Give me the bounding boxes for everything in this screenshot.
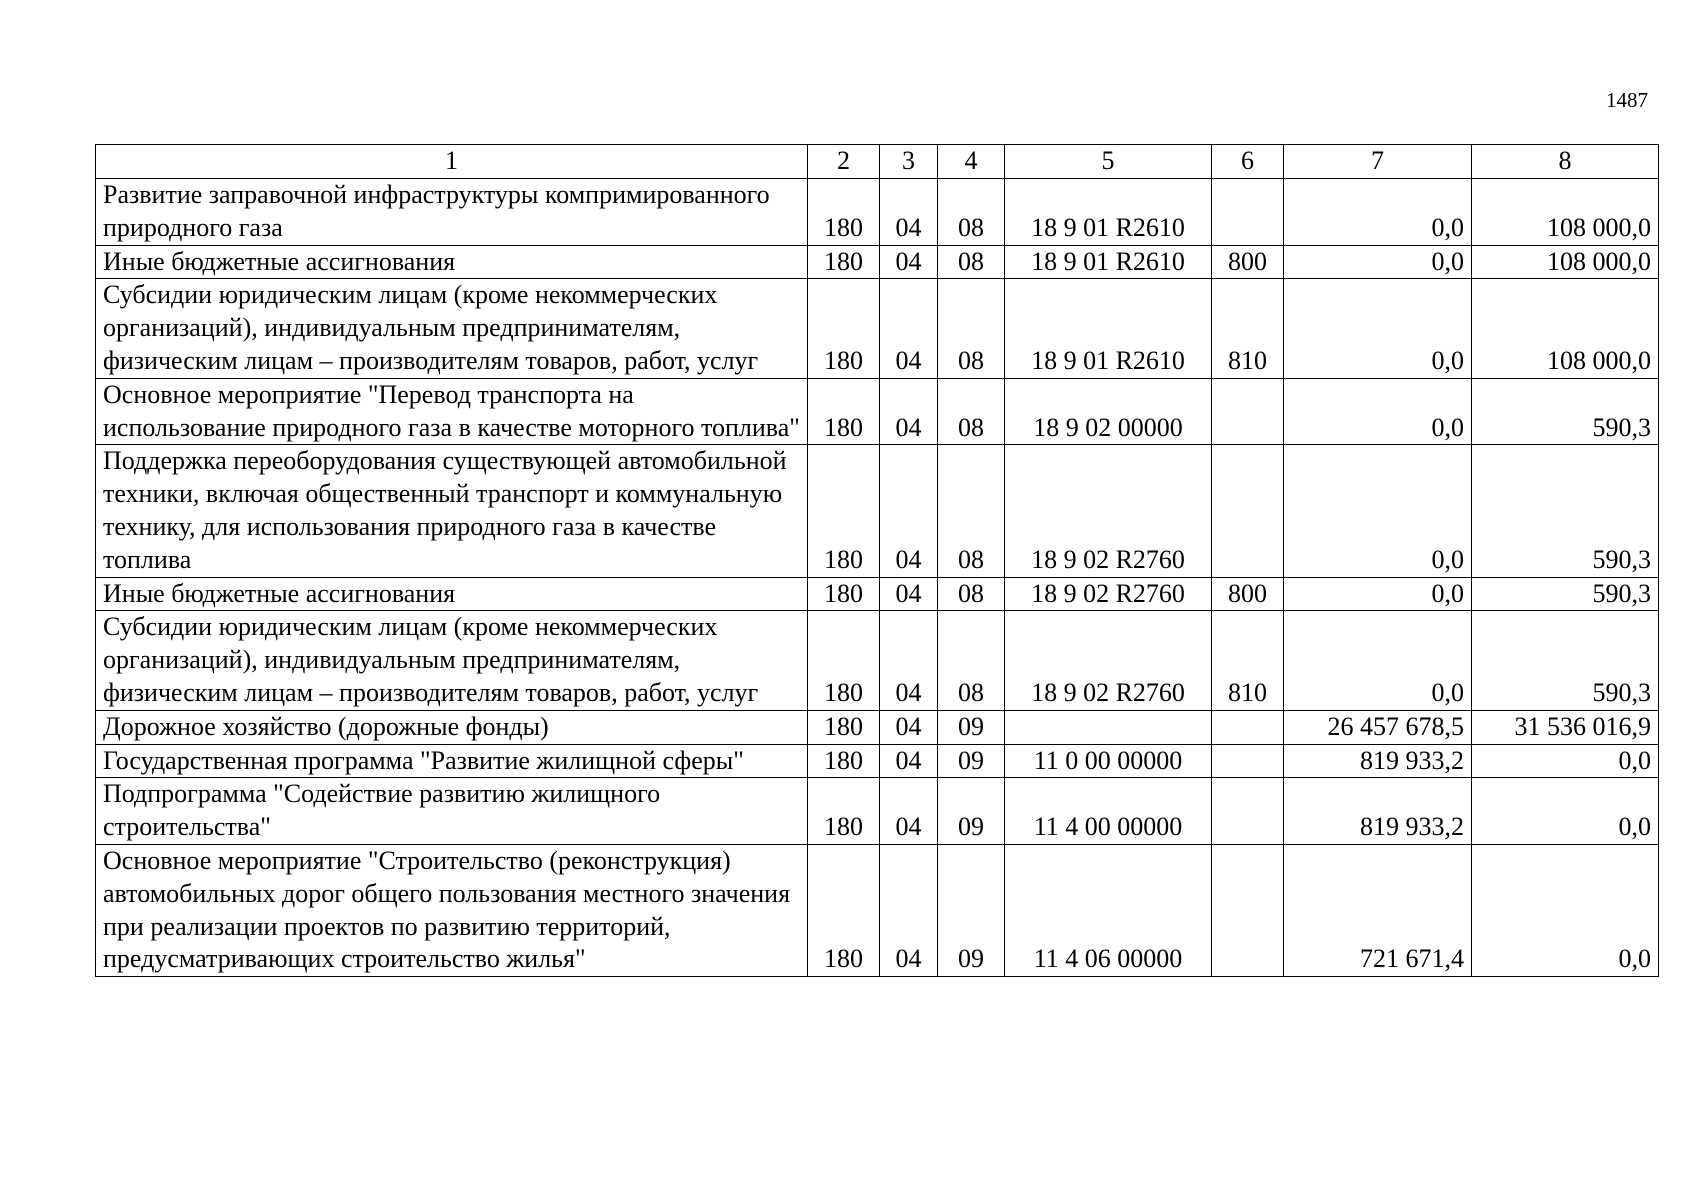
row-name: Субсидии юридическим лицам (кроме некоммерческих организаций), индивидуальным предпринимателям, физическим лицам – производителям товаров, работ, услуг — [96, 611, 808, 710]
row-expense-type — [1212, 378, 1284, 445]
row-amount-7: 819 933,2 — [1284, 744, 1472, 778]
row-target-code: 18 9 02 R2760 — [1005, 611, 1212, 710]
row-amount-8: 0,0 — [1472, 744, 1659, 778]
row-name: Основное мероприятие "Перевод транспорта на использование природного газа в качестве моторного топлива" — [96, 378, 808, 445]
row-target-code: 11 4 06 00000 — [1005, 844, 1212, 976]
row-target-code: 18 9 01 R2610 — [1005, 179, 1212, 246]
row-name: Дорожное хозяйство (дорожные фонды) — [96, 710, 808, 744]
row-expense-type — [1212, 744, 1284, 778]
row-subsection: 08 — [938, 611, 1005, 710]
row-name: Субсидии юридическим лицам (кроме некоммерческих организаций), индивидуальным предпринимателям, физическим лицам – производителям товаров, работ, услуг — [96, 279, 808, 378]
row-expense-type: 800 — [1212, 245, 1284, 279]
row-name: Основное мероприятие "Строительство (реконструкция) автомобильных дорог общего пользования местного значения при реализации проектов по развитию территорий, предусматривающих строительство жилья" — [96, 844, 808, 976]
row-admin-code: 180 — [808, 245, 880, 279]
row-admin-code: 180 — [808, 279, 880, 378]
row-target-code: 18 9 02 R2760 — [1005, 577, 1212, 611]
row-amount-8: 0,0 — [1472, 778, 1659, 845]
header-col-5: 5 — [1005, 145, 1212, 179]
table-row — [96, 179, 1659, 246]
page-number: 1487 — [1606, 88, 1648, 112]
row-admin-code: 180 — [808, 445, 880, 577]
row-section: 04 — [880, 778, 938, 845]
row-admin-code: 180 — [808, 778, 880, 845]
row-name: Развитие заправочной инфраструктуры компримированного природного газа — [96, 179, 808, 246]
row-subsection: 08 — [938, 245, 1005, 279]
row-section: 04 — [880, 611, 938, 710]
row-admin-code: 180 — [808, 744, 880, 778]
row-target-code: 18 9 01 R2610 — [1005, 245, 1212, 279]
row-subsection: 09 — [938, 710, 1005, 744]
row-expense-type — [1212, 445, 1284, 577]
row-amount-7: 0,0 — [1284, 279, 1472, 378]
row-section: 04 — [880, 710, 938, 744]
row-amount-8: 108 000,0 — [1472, 179, 1659, 246]
header-col-2: 2 — [808, 145, 880, 179]
table-row — [96, 577, 1659, 611]
row-section: 04 — [880, 445, 938, 577]
row-admin-code: 180 — [808, 179, 880, 246]
row-subsection: 09 — [938, 778, 1005, 845]
row-name: Государственная программа "Развитие жилищной сферы" — [96, 744, 808, 778]
row-amount-8: 108 000,0 — [1472, 279, 1659, 378]
row-section: 04 — [880, 378, 938, 445]
row-target-code: 18 9 01 R2610 — [1005, 279, 1212, 378]
row-amount-7: 0,0 — [1284, 378, 1472, 445]
table-row — [96, 844, 1659, 976]
header-col-8: 8 — [1472, 145, 1659, 179]
row-target-code: 11 0 00 00000 — [1005, 744, 1212, 778]
row-amount-7: 819 933,2 — [1284, 778, 1472, 845]
row-target-code: 18 9 02 00000 — [1005, 378, 1212, 445]
header-col-3: 3 — [880, 145, 938, 179]
header-row — [96, 145, 1659, 179]
row-name: Иные бюджетные ассигнования — [96, 245, 808, 279]
row-target-code: 18 9 02 R2760 — [1005, 445, 1212, 577]
row-subsection: 09 — [938, 744, 1005, 778]
row-amount-7: 0,0 — [1284, 577, 1472, 611]
row-section: 04 — [880, 245, 938, 279]
header-col-1: 1 — [96, 145, 808, 179]
row-section: 04 — [880, 279, 938, 378]
row-subsection: 08 — [938, 378, 1005, 445]
table-row — [96, 245, 1659, 279]
row-name: Поддержка переоборудования существующей автомобильной техники, включая общественный транспорт и коммунальную технику, для использования природного газа в качестве топлива — [96, 445, 808, 577]
row-amount-8: 0,0 — [1472, 844, 1659, 976]
row-expense-type: 810 — [1212, 611, 1284, 710]
table-row — [96, 710, 1659, 744]
row-admin-code: 180 — [808, 378, 880, 445]
budget-table — [95, 144, 1659, 977]
row-amount-7: 26 457 678,5 — [1284, 710, 1472, 744]
header-col-7: 7 — [1284, 145, 1472, 179]
row-admin-code: 180 — [808, 710, 880, 744]
row-amount-8: 590,3 — [1472, 577, 1659, 611]
row-subsection: 08 — [938, 445, 1005, 577]
row-name: Подпрограмма "Содействие развитию жилищного строительства" — [96, 778, 808, 845]
row-amount-8: 590,3 — [1472, 445, 1659, 577]
row-section: 04 — [880, 577, 938, 611]
table-row — [96, 744, 1659, 778]
row-amount-7: 0,0 — [1284, 179, 1472, 246]
row-subsection: 09 — [938, 844, 1005, 976]
row-subsection: 08 — [938, 279, 1005, 378]
row-name: Иные бюджетные ассигнования — [96, 577, 808, 611]
row-section: 04 — [880, 744, 938, 778]
row-amount-7: 0,0 — [1284, 445, 1472, 577]
row-amount-7: 721 671,4 — [1284, 844, 1472, 976]
table-row — [96, 611, 1659, 710]
row-amount-7: 0,0 — [1284, 245, 1472, 279]
row-subsection: 08 — [938, 577, 1005, 611]
header-col-6: 6 — [1212, 145, 1284, 179]
row-target-code: 11 4 00 00000 — [1005, 778, 1212, 845]
row-expense-type — [1212, 778, 1284, 845]
row-section: 04 — [880, 179, 938, 246]
row-admin-code: 180 — [808, 611, 880, 710]
row-admin-code: 180 — [808, 844, 880, 976]
row-amount-8: 108 000,0 — [1472, 245, 1659, 279]
row-amount-8: 31 536 016,9 — [1472, 710, 1659, 744]
row-amount-7: 0,0 — [1284, 611, 1472, 710]
row-expense-type — [1212, 179, 1284, 246]
table-row — [96, 378, 1659, 445]
row-expense-type — [1212, 710, 1284, 744]
row-subsection: 08 — [938, 179, 1005, 246]
row-expense-type: 800 — [1212, 577, 1284, 611]
row-amount-8: 590,3 — [1472, 611, 1659, 710]
row-expense-type: 810 — [1212, 279, 1284, 378]
header-col-4: 4 — [938, 145, 1005, 179]
row-expense-type — [1212, 844, 1284, 976]
row-section: 04 — [880, 844, 938, 976]
row-admin-code: 180 — [808, 577, 880, 611]
table-row — [96, 778, 1659, 845]
table-row — [96, 279, 1659, 378]
table-row — [96, 445, 1659, 577]
row-target-code — [1005, 710, 1212, 744]
row-amount-8: 590,3 — [1472, 378, 1659, 445]
